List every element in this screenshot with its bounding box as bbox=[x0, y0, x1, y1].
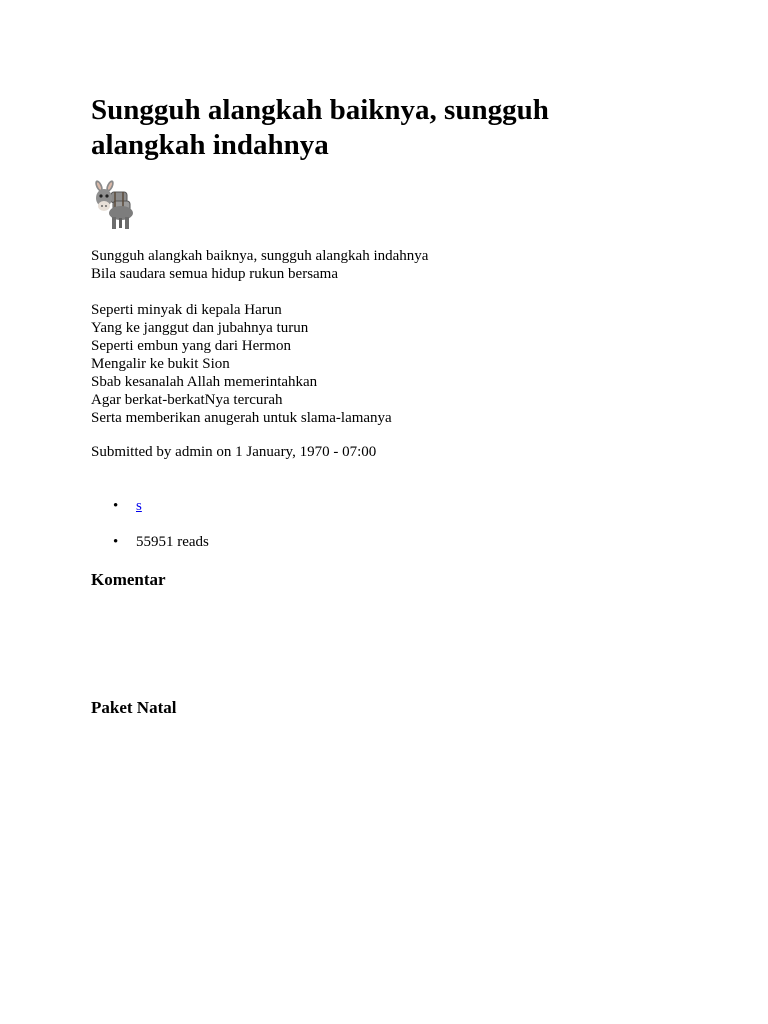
page-title: Sungguh alangkah baiknya, sungguh alangkah indahnya bbox=[91, 94, 549, 161]
reads-count: 55951 reads bbox=[136, 534, 209, 550]
bullet-icon: • bbox=[113, 498, 119, 514]
lyric-line: Seperti minyak di kepala Harun bbox=[91, 302, 282, 318]
lyric-line: Mengalir ke bukit Sion bbox=[91, 356, 230, 372]
paket-natal-heading: Paket Natal bbox=[91, 698, 177, 717]
donkey-icon bbox=[91, 180, 139, 230]
stanza bbox=[91, 301, 651, 427]
bullet-icon: • bbox=[113, 534, 119, 550]
list-item bbox=[91, 533, 209, 551]
lyric-line: Agar berkat-berkatNya tercurah bbox=[91, 392, 283, 408]
lyric-line: Seperti embun yang dari Hermon bbox=[91, 338, 291, 354]
lyric-line: Sungguh alangkah baiknya, sungguh alangkah indahnya bbox=[91, 248, 429, 264]
stanza bbox=[91, 247, 651, 283]
article-body bbox=[91, 247, 651, 445]
list-item bbox=[91, 497, 209, 515]
lyric-line: Serta memberikan anugerah untuk slama-lamanya bbox=[91, 410, 392, 426]
s-link[interactable]: s bbox=[136, 498, 142, 514]
submitted-info: Submitted by admin on 1 January, 1970 - 07:00 bbox=[91, 444, 377, 460]
lyric-line: Yang ke janggut dan jubahnya turun bbox=[91, 320, 309, 336]
lyric-line: Sbab kesanalah Allah memerintahkan bbox=[91, 374, 318, 390]
lyric-line: Bila saudara semua hidup rukun bersama bbox=[91, 266, 339, 282]
comments-heading: Komentar bbox=[91, 570, 166, 589]
node-links bbox=[91, 497, 209, 551]
